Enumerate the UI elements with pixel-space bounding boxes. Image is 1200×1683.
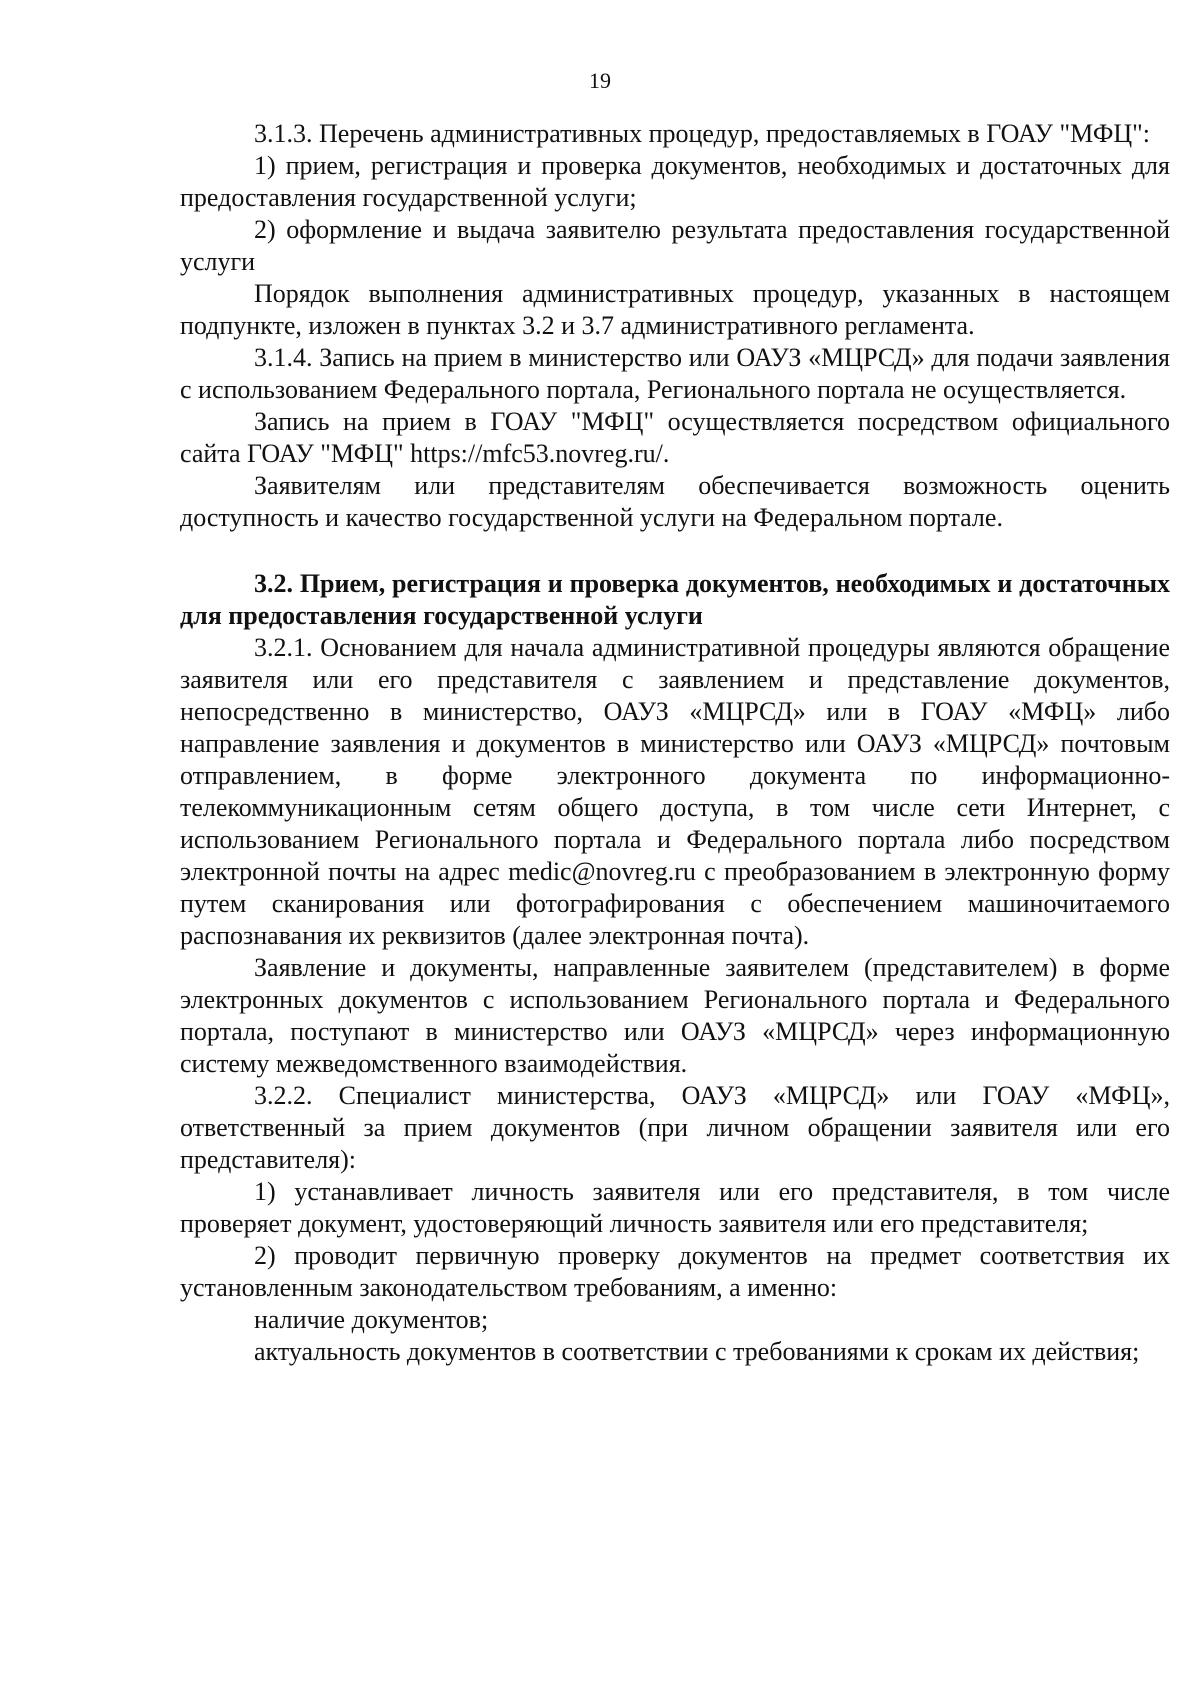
paragraph-appointment: Запись на прием в ГОАУ "МФЦ" осуществляется посредством официального сайта ГОАУ "МФЦ" https://mfc53.novreg.ru/. <box>180 407 1170 468</box>
list-item: 1) устанавливает личность заявителя или его представителя, в том числе проверяет документ, удостоверяющий личность заявителя или его представителя; <box>180 1177 1170 1238</box>
list-item: 2) оформление и выдача заявителю результата предоставления государственной услуги <box>180 215 1170 276</box>
document-body <box>180 118 1170 1368</box>
list-item: актуальность документов в соответствии с требованиями к срокам их действия; <box>254 1337 1140 1366</box>
paragraph-order: Порядок выполнения административных процедур, указанных в настоящем подпункте, изложен в пунктах 3.2 и 3.7 административного регламента. <box>180 279 1170 340</box>
paragraph-3-1-3-intro: 3.1.3. Перечень административных процедур, предоставляемых в ГОАУ "МФЦ": <box>254 119 1150 148</box>
list-item: наличие документов; <box>254 1305 489 1334</box>
section-heading-3-2: 3.2. Прием, регистрация и проверка документов, необходимых и достаточных для предоставления государственной услуги <box>180 569 1170 630</box>
paragraph-assessment: Заявителям или представителям обеспечивается возможность оценить доступность и качество государственной услуги на Федеральном портале. <box>180 471 1170 532</box>
paragraph-electronic-documents: Заявление и документы, направленные заявителем (представителем) в форме электронных документов с использованием Регионального портала и Федерального портала, поступают в министерство или ОАУЗ «МЦРСД» через информационную систему межведомственного взаимодействия. <box>180 953 1170 1078</box>
list-item: 1) прием, регистрация и проверка документов, необходимых и достаточных для предоставления государственной услуги; <box>180 151 1170 212</box>
list-item: 2) проводит первичную проверку документов на предмет соответствия их установленным законодательством требованиям, а именно: <box>180 1241 1170 1302</box>
page-number: 19 <box>589 68 611 93</box>
paragraph-3-2-1: 3.2.1. Основанием для начала административной процедуры являются обращение заявителя или его представителя с заявлением и представление документов, непосредственно в министерство, ОАУЗ «МЦРСД» или в ГОАУ «МФЦ» либо направление заявления и документов в министерство или ОАУЗ «МЦРСД» почтовым отправлением, в форме электронного документа по информационно-телекоммуникационным сетям общего доступа, в том числе сети Интернет, с использованием Регионального портала и Федерального портала либо посредством электронной почты на адрес medic@novreg.ru с преобразованием в электронную форму путем сканирования или фотографирования с обеспечением машиночитаемого распознавания их реквизитов (далее электронная почта). <box>180 633 1170 950</box>
paragraph-3-2-2: 3.2.2. Специалист министерства, ОАУЗ «МЦРСД» или ГОАУ «МФЦ», ответственный за прием документов (при личном обращении заявителя или его представителя): <box>180 1081 1170 1174</box>
paragraph-3-1-4: 3.1.4. Запись на прием в министерство или ОАУЗ «МЦРСД» для подачи заявления с использованием Федерального портала, Регионального портала не осуществляется. <box>180 343 1170 404</box>
